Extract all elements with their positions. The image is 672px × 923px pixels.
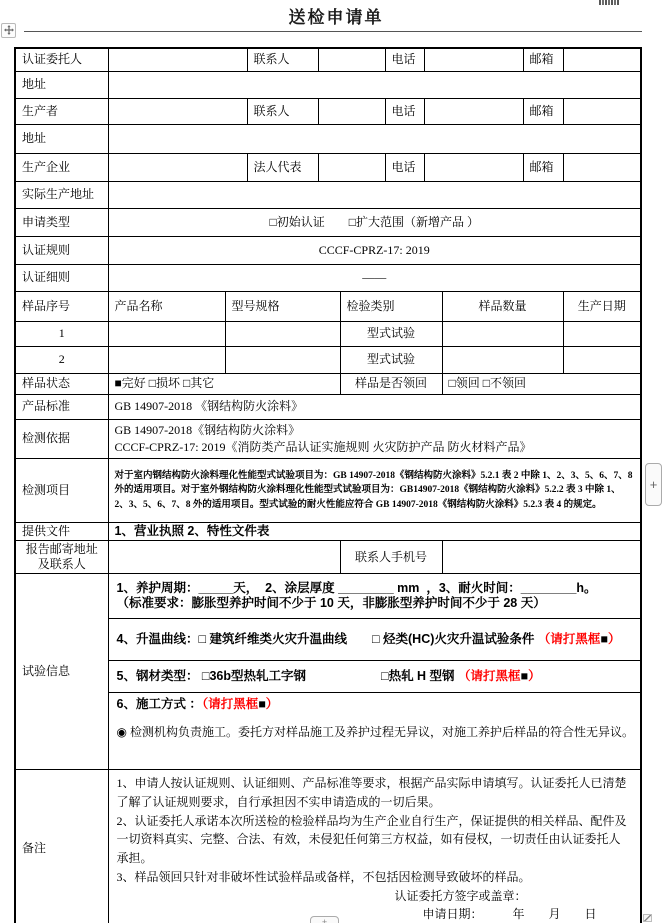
sample-status-label: 样品状态 bbox=[15, 373, 108, 394]
row-apply-type bbox=[15, 208, 641, 236]
steel-type-options: 5、钢材类型： □36b型热轧工字钢 □热轧 H 型钢 bbox=[116, 668, 459, 683]
row-cert-rule bbox=[15, 236, 641, 264]
row-actual-address bbox=[15, 181, 641, 208]
applicant-email-label: 邮箱 bbox=[523, 48, 563, 71]
remark-item-2: 2、认证委托人承诺本次所送检的检验样品均为生产企业自行生产，保证提供的相关样品、配件及一切资料真实、完整、合法、有效，未侵犯任何第三方权益，如有侵权，一切责任由认证委托人承担。 bbox=[116, 813, 627, 866]
test-info-label: 试验信息 bbox=[15, 574, 108, 770]
table-resize-handle[interactable] bbox=[643, 914, 652, 922]
form-title: 送检申请单 bbox=[288, 8, 384, 27]
insert-column-button[interactable] bbox=[645, 463, 662, 506]
sample2-testtype: 型式试验 bbox=[340, 346, 442, 373]
test-info-content bbox=[108, 574, 641, 770]
sample2-qty-cell[interactable] bbox=[442, 346, 563, 373]
producer-email-label: 邮箱 bbox=[523, 98, 563, 124]
sample1-name-cell[interactable] bbox=[108, 321, 225, 346]
factory-email-cell[interactable] bbox=[563, 153, 641, 181]
producer-contact-label: 联系人 bbox=[247, 98, 318, 124]
black-box-square-icon: ■ bbox=[520, 668, 529, 683]
documents-value: 1、营业执照 2、特性文件表 bbox=[108, 523, 641, 541]
row-report-mail bbox=[15, 541, 641, 574]
row-producer-address bbox=[15, 124, 641, 153]
report-mail-address-cell[interactable] bbox=[108, 541, 340, 574]
sample1-qty-cell[interactable] bbox=[442, 321, 563, 346]
applicant-contact-cell[interactable] bbox=[318, 48, 385, 71]
sample-header-name: 产品名称 bbox=[108, 291, 225, 321]
sample2-name-cell[interactable] bbox=[108, 346, 225, 373]
contact-mobile-label: 联系人手机号 bbox=[340, 541, 442, 574]
producer-value-cell[interactable] bbox=[108, 98, 247, 124]
heating-curve-options: 4、升温曲线：□ 建筑纤维类火灾升温曲线 □ 烃类(HC)火灾升温试验条件 bbox=[116, 631, 538, 646]
documents-label: 提供文件 bbox=[15, 523, 108, 541]
factory-legal-cell[interactable] bbox=[318, 153, 385, 181]
applicant-phone-cell[interactable] bbox=[424, 48, 523, 71]
cert-rule-value: CCCF-CPRZ-17: 2019 bbox=[108, 236, 641, 264]
test-basis-line2: CCCF-CPRZ-17: 2019《消防类产品认证实施规则 火灾防护产品 防火材料产品》 bbox=[114, 439, 532, 454]
black-box-square-icon: ■ bbox=[258, 697, 266, 712]
factory-phone-label: 电话 bbox=[385, 153, 424, 181]
construction-method-label: 6、施工方式 ： bbox=[116, 697, 202, 712]
row-sample-2 bbox=[15, 346, 641, 373]
black-box-note-open: （请打黑框 bbox=[537, 631, 601, 646]
row-applicant bbox=[15, 48, 641, 71]
address2-value-cell[interactable] bbox=[108, 124, 641, 153]
apply-type-label: 申请类型 bbox=[15, 208, 108, 236]
remarks-content bbox=[108, 770, 641, 923]
row-test-items bbox=[15, 459, 641, 523]
insert-row-button[interactable] bbox=[310, 916, 339, 923]
application-date-line[interactable]: 申请日期： 年 月 日 bbox=[422, 907, 597, 922]
product-std-label: 产品标准 bbox=[15, 394, 108, 419]
test-basis-label: 检测依据 bbox=[15, 419, 108, 459]
applicant-contact-label: 联系人 bbox=[247, 48, 318, 71]
curing-requirement: （标准要求：膨胀型养护时间不少于 10 天，非膨胀型养护时间不少于 28 天） bbox=[116, 596, 546, 611]
address1-value-cell[interactable] bbox=[108, 71, 641, 98]
black-box-note-close: ） bbox=[528, 668, 541, 683]
row-sample-status bbox=[15, 373, 641, 394]
sample-return-label: 样品是否领回 bbox=[340, 373, 442, 394]
report-mail-label-line2: 及联系人 bbox=[37, 557, 86, 572]
cert-detail-label: 认证细则 bbox=[15, 264, 108, 291]
applicant-email-cell[interactable] bbox=[563, 48, 641, 71]
row-product-standard bbox=[15, 394, 641, 419]
curing-line: 1、养护周期：_____天， 2、涂层厚度 ________ mm ，3、耐火时间：________h。 bbox=[116, 580, 597, 595]
applicant-label: 认证委托人 bbox=[15, 48, 108, 71]
remarks-label: 备注 bbox=[15, 770, 108, 923]
cert-rule-label: 认证规则 bbox=[15, 236, 108, 264]
row-sample-1 bbox=[15, 321, 641, 346]
row-cert-detail bbox=[15, 264, 641, 291]
sample2-model-cell[interactable] bbox=[225, 346, 340, 373]
row-test-info bbox=[15, 574, 641, 770]
cert-detail-value: —— bbox=[108, 264, 641, 291]
row-documents bbox=[15, 523, 641, 541]
test-items-label: 检测项目 bbox=[15, 459, 108, 523]
plus-icon: + bbox=[649, 477, 658, 492]
test-info-heating-curve-row[interactable] bbox=[109, 619, 641, 661]
factory-legal-label: 法人代表 bbox=[247, 153, 318, 181]
test-basis-value bbox=[108, 419, 641, 459]
producer-label: 生产者 bbox=[15, 98, 108, 124]
factory-email-label: 邮箱 bbox=[523, 153, 563, 181]
producer-phone-cell[interactable] bbox=[424, 98, 523, 124]
producer-contact-cell[interactable] bbox=[318, 98, 385, 124]
actual-address-value-cell[interactable] bbox=[108, 181, 641, 208]
black-box-note-open: （请打黑框 bbox=[458, 668, 521, 683]
report-mail-label-line1: 报告邮寄地址 bbox=[25, 542, 98, 557]
radio-bullet-icon[interactable]: ◉ bbox=[116, 724, 127, 739]
applicant-value-cell[interactable] bbox=[108, 48, 247, 71]
row-test-basis bbox=[15, 419, 641, 459]
sample-header-qty: 样品数量 bbox=[442, 291, 563, 321]
actual-address-label: 实际生产地址 bbox=[15, 181, 108, 208]
remark-item-3: 3、样品领回只针对非破坏性试验样品或备样，不包括因检测导致破坏的样品。 bbox=[116, 869, 531, 884]
move-icon bbox=[4, 22, 14, 40]
address2-label: 地址 bbox=[15, 124, 108, 153]
test-basis-line1: GB 14907-2018《钢结构防火涂料》 bbox=[114, 422, 301, 437]
row-producer bbox=[15, 98, 641, 124]
product-std-value: GB 14907-2018 《钢结构防火涂料》 bbox=[108, 394, 641, 419]
black-box-square-icon: ■ bbox=[600, 631, 608, 646]
test-info-construction-row[interactable] bbox=[109, 693, 641, 769]
factory-value-cell[interactable] bbox=[108, 153, 247, 181]
sample2-date-cell[interactable] bbox=[563, 346, 641, 373]
sample1-testtype: 型式试验 bbox=[340, 321, 442, 346]
factory-phone-cell[interactable] bbox=[424, 153, 523, 181]
report-mail-label bbox=[15, 541, 108, 574]
applicant-phone-label: 电话 bbox=[385, 48, 424, 71]
black-box-note-close: ） bbox=[607, 631, 621, 646]
construction-note: 检测机构负责施工。委托方对样品施工及养护过程无异议，对施工养护后样品的符合性无异议。 bbox=[129, 724, 634, 739]
sample-status-options[interactable]: ■完好 □损坏 □其它 bbox=[108, 373, 340, 394]
apply-type-options[interactable]: □初始认证 □扩大范围（新增产品 ） bbox=[108, 208, 641, 236]
sample-return-options[interactable]: □领回 □不领回 bbox=[442, 373, 641, 394]
plus-icon: + bbox=[321, 917, 328, 923]
black-box-note-open: （请打黑框 bbox=[201, 697, 259, 712]
sample1-no: 1 bbox=[15, 321, 108, 346]
producer-phone-label: 电话 bbox=[385, 98, 424, 124]
signature-line[interactable]: 认证委托方签字或盖章： bbox=[394, 888, 527, 903]
remark-item-1: 1、申请人按认证规则、认证细则、产品标准等要求，根据产品实际申请填写。认证委托人已清楚了解了认证规则要求，自行承担因不实申请造成的一切后果。 bbox=[116, 776, 627, 809]
sample1-model-cell[interactable] bbox=[225, 321, 340, 346]
title-underline bbox=[24, 31, 642, 32]
black-box-note-close: ） bbox=[265, 697, 279, 712]
sample-header-model: 型号规格 bbox=[225, 291, 340, 321]
row-remarks bbox=[15, 770, 641, 923]
application-form-table bbox=[14, 47, 642, 923]
factory-label: 生产企业 bbox=[15, 153, 108, 181]
test-info-steel-type-row[interactable] bbox=[109, 661, 641, 693]
row-applicant-address bbox=[15, 71, 641, 98]
table-move-handle[interactable] bbox=[1, 23, 16, 38]
sample-header-no: 样品序号 bbox=[15, 291, 108, 321]
sample-header-date: 生产日期 bbox=[563, 291, 641, 321]
sample1-date-cell[interactable] bbox=[563, 321, 641, 346]
row-sample-header bbox=[15, 291, 641, 321]
contact-mobile-cell[interactable] bbox=[442, 541, 641, 574]
test-items-value: 对于室内钢结构防火涂料理化性能型式试验项目为：GB 14907-2018《钢结构防火涂料》5.2.1 表 2 中除 1、2、3、5、6、7、8 外的适用项目。对于室外钢结构防火涂料理化性能型式试验项目为：GB14907-2018《钢结构防火涂料》5.2.2 表 3 中除 1、2、3、5、6、7、8 外的适用项目。型式试验的耐火性能应符合 GB 14907-2018《钢结构防火涂料》5.2.3 表 4 的规定。 bbox=[108, 459, 641, 523]
row-factory bbox=[15, 153, 641, 181]
producer-email-cell[interactable] bbox=[563, 98, 641, 124]
address1-label: 地址 bbox=[15, 71, 108, 98]
test-info-curing-row[interactable] bbox=[109, 574, 641, 619]
sample-header-testtype: 检验类别 bbox=[340, 291, 442, 321]
sample2-no: 2 bbox=[15, 346, 108, 373]
